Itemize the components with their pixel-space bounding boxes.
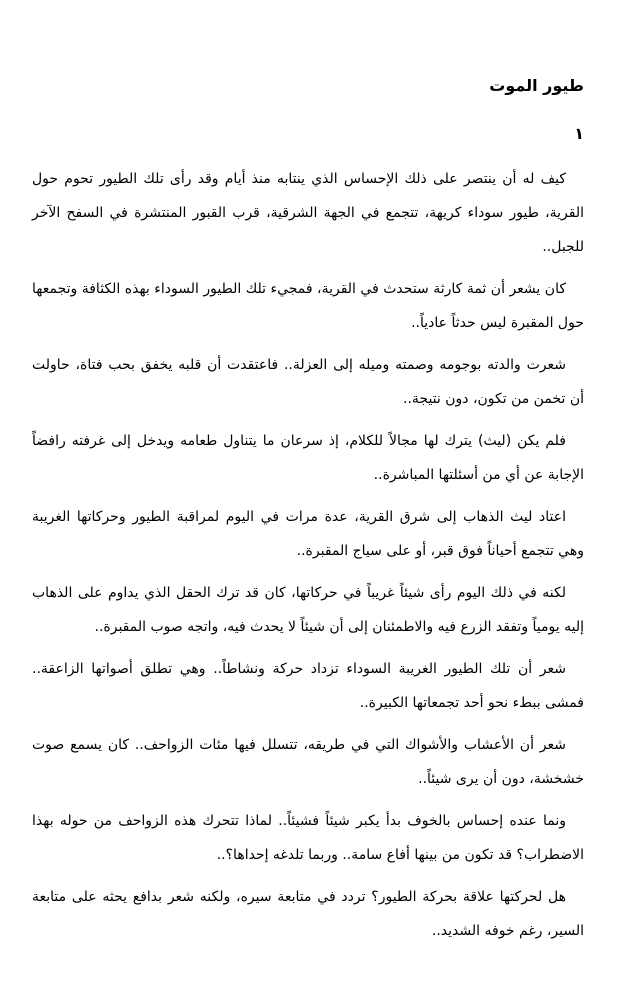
chapter-number: ١ bbox=[574, 124, 584, 143]
paragraph: ونما عنده إحساس بالخوف بدأ يكبر شيئاً فشيئاً.. لماذا تتحرك هذه الزواحف من حوله بهذا الاضطراب؟ قد تكون من بينها أفاع سامة.. وربما تلدغه إحداها؟.. bbox=[32, 813, 584, 863]
paragraph: هل لحركتها علاقة بحركة الطيور؟ تردد في متابعة سيره، ولكنه شعر بدافع يحثه على متابعة السير، رغم خوفه الشديد.. bbox=[32, 889, 584, 939]
paragraph: شعرت والدته بوجومه وصمته وميله إلى العزلة.. فاعتقدت أن قلبه يخفق بحب فتاة، حاولت أن تخمن من تكون، دون نتيجة.. bbox=[32, 357, 584, 407]
paragraph: لكنه في ذلك اليوم رأى شيئاً غريباً في حركاتها، كان قد ترك الحقل الذي يداوم على الذهاب إليه يومياً وتفقد الزرع فيه والاطمئنان إلى أن شيئاً لا يحدث فيه، واتجه صوب المقبرة.. bbox=[32, 585, 584, 635]
paragraph: شعر أن تلك الطيور الغريبة السوداء تزداد حركة ونشاطاً.. وهي تطلق أصواتها الزاعقة.. فمشى ببطء نحو أحد تجمعاتها الكبيرة.. bbox=[32, 661, 584, 711]
paragraph: فلم يكن (ليث) يترك لها مجالاً للكلام، إذ سرعان ما يتناول طعامه ويدخل إلى غرفته رافضاً الإجابة عن أي من أسئلتها المباشرة.. bbox=[32, 433, 584, 483]
page-title: طيور الموت bbox=[489, 76, 584, 95]
paragraph: كيف له أن ينتصر على ذلك الإحساس الذي ينتابه منذ أيام وقد رأى تلك الطيور تحوم حول القرية، طيور سوداء كريهة، تتجمع في الجهة الشرقية، قرب القبور المنتشرة في السفح الآخر للجبل.. bbox=[32, 171, 584, 255]
paragraph: كان يشعر أن ثمة كارثة ستحدث في القرية، فمجيء تلك الطيور السوداء بهذه الكثافة وتجمعها حول المقبرة ليس حدثاً عادياً.. bbox=[32, 281, 584, 331]
paragraph: شعر أن الأعشاب والأشواك التي في طريقه، تتسلل فيها مئات الزواحف.. كان يسمع صوت خشخشة، دون أن يرى شيئاً.. bbox=[32, 737, 584, 787]
body-text bbox=[32, 162, 584, 956]
paragraph: اعتاد ليث الذهاب إلى شرق القرية، عدة مرات في اليوم لمراقبة الطيور وحركاتها الغريبة وهي تتجمع أحياناً فوق قبر، أو على سياج المقبرة.. bbox=[32, 509, 584, 559]
